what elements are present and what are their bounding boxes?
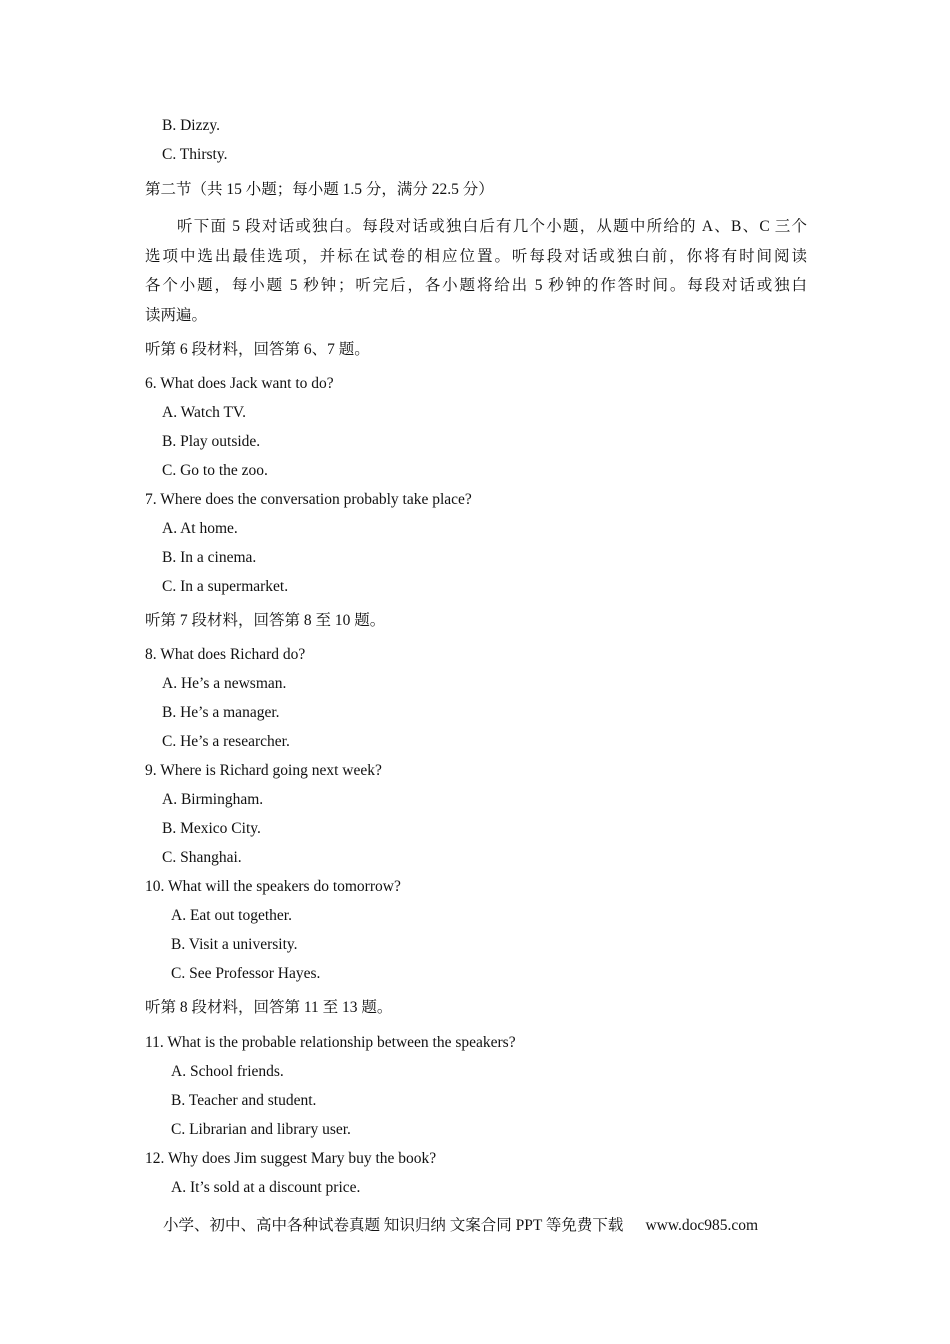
question-text: 9. Where is Richard going next week? xyxy=(145,762,382,779)
option-text: A. School friends. xyxy=(171,1063,284,1080)
option-text: B. Teacher and student. xyxy=(171,1092,317,1109)
question-text: 12. Why does Jim suggest Mary buy the book? xyxy=(145,1150,437,1167)
option-text: C. See Professor Hayes. xyxy=(171,965,321,982)
question-text: 11. What is the probable relationship between the speakers? xyxy=(145,1034,516,1051)
option-text: B. Dizzy. xyxy=(162,117,220,134)
option-text: B. Play outside. xyxy=(162,433,261,450)
instructions-paragraph xyxy=(145,212,807,330)
option-text: C. In a supermarket. xyxy=(162,578,289,595)
instructions-line: 读两遍。 xyxy=(145,306,208,324)
option-text: C. Librarian and library user. xyxy=(171,1121,351,1138)
footer-text: 小学、初中、高中各种试卷真题 知识归纳 文案合同 PPT 等免费下载 xyxy=(163,1217,624,1234)
option-text: A. At home. xyxy=(162,520,238,537)
option-text: A. It’s sold at a discount price. xyxy=(171,1179,361,1196)
page-footer xyxy=(163,1213,758,1235)
option-text: A. Birmingham. xyxy=(162,791,264,808)
instructions-line: 听下面 5 段对话或独白。每段对话或独白后有几个小题，从题中所给的 A、B、C 三个 xyxy=(177,218,807,235)
option-text: C. Shanghai. xyxy=(162,849,242,866)
option-text: C. He’s a researcher. xyxy=(162,733,290,750)
instructions-line: 各个小题，每小题 5 秒钟；听完后，各小题将给出 5 秒钟的作答时间。每段对话或独白 xyxy=(145,277,807,294)
question-text: 7. Where does the conversation probably take place? xyxy=(145,491,472,508)
material-intro: 听第 6 段材料，回答第 6、7 题。 xyxy=(145,341,370,358)
option-text: C. Go to the zoo. xyxy=(162,462,268,479)
instructions-line: 选项中选出最佳选项，并标在试卷的相应位置。听每段对话或独白前，你将有时间阅读 xyxy=(145,247,807,265)
material-intro: 听第 7 段材料，回答第 8 至 10 题。 xyxy=(145,612,386,629)
option-text: B. Mexico City. xyxy=(162,820,261,837)
option-text: B. In a cinema. xyxy=(162,549,257,566)
footer-url[interactable]: www.doc985.com xyxy=(645,1217,759,1234)
question-text: 8. What does Richard do? xyxy=(145,646,306,663)
option-text: A. Eat out together. xyxy=(171,907,292,924)
question-text: 10. What will the speakers do tomorrow? xyxy=(145,878,401,895)
material-intro: 听第 8 段材料，回答第 11 至 13 题。 xyxy=(145,999,393,1016)
option-text: A. He’s a newsman. xyxy=(162,675,287,692)
option-text: C. Thirsty. xyxy=(162,146,228,163)
option-text: A. Watch TV. xyxy=(162,404,247,421)
option-text: B. He’s a manager. xyxy=(162,704,280,721)
option-text: B. Visit a university. xyxy=(171,936,298,953)
section-heading: 第二节（共 15 小题；每小题 1.5 分，满分 22.5 分） xyxy=(145,181,494,198)
question-text: 6. What does Jack want to do? xyxy=(145,375,334,392)
